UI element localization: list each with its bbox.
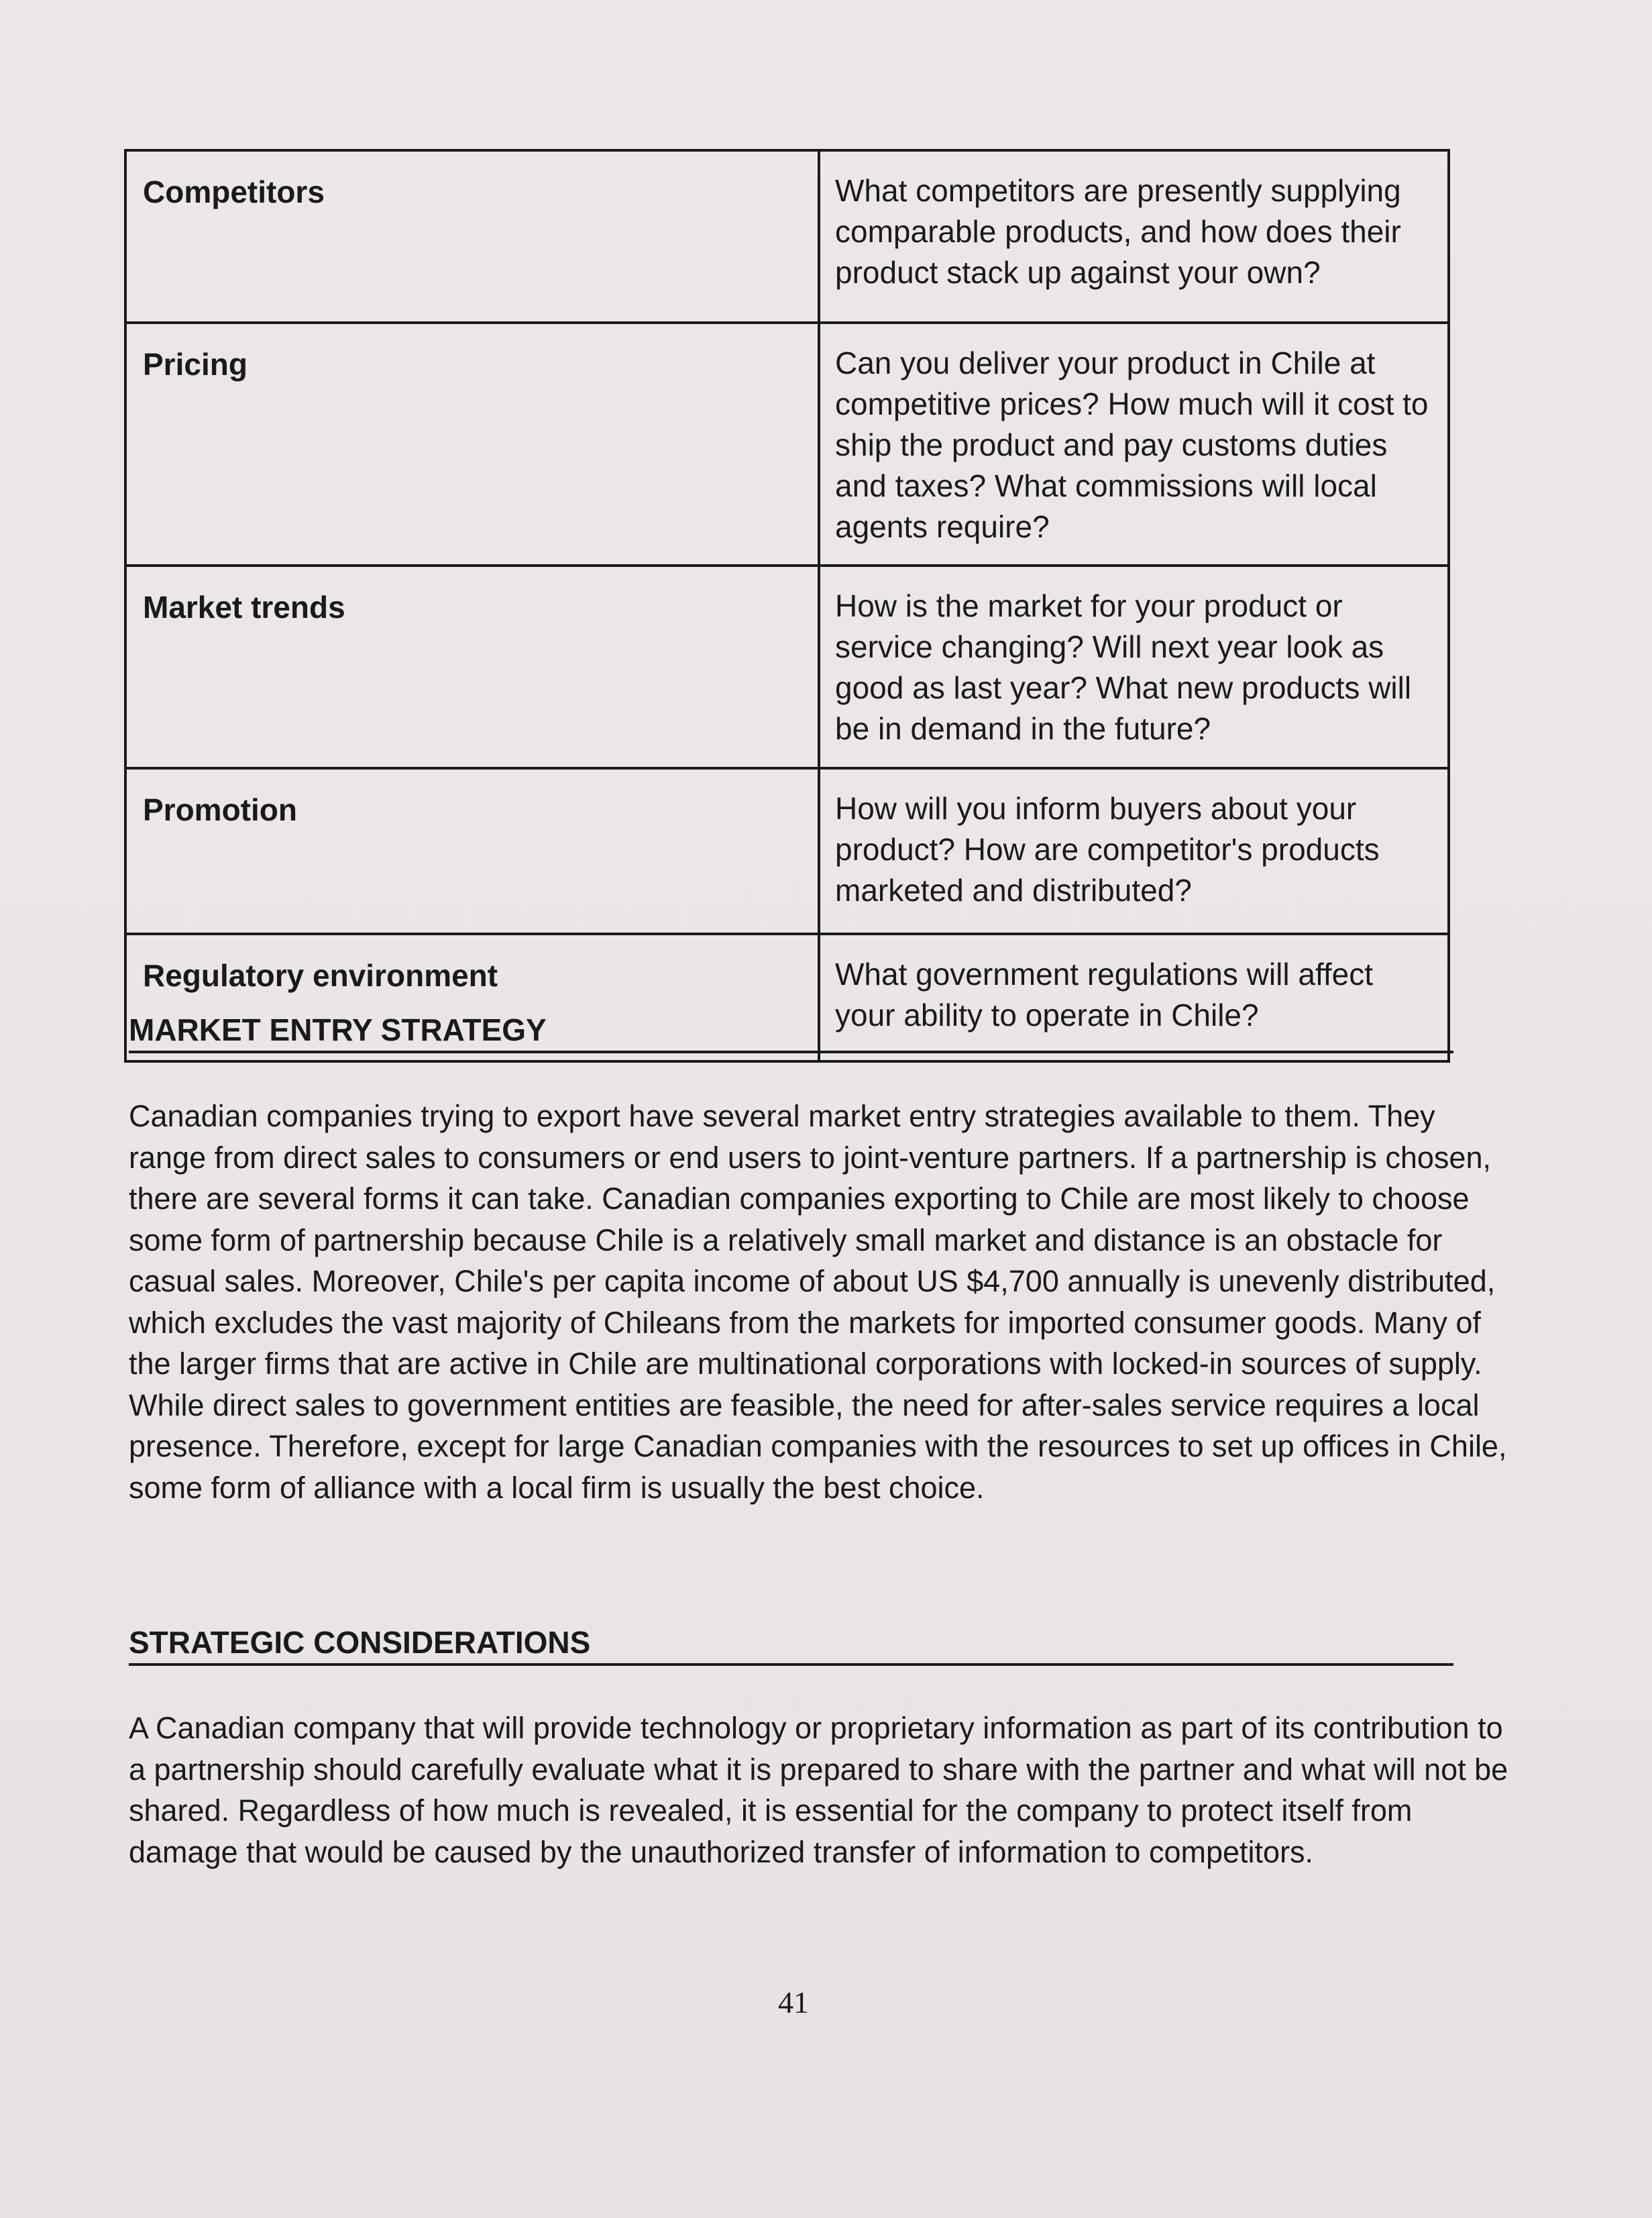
- strategic-considerations-heading: STRATEGIC CONSIDERATIONS: [129, 1624, 1453, 1666]
- row-label: Regulatory environment: [125, 934, 819, 1061]
- row-label: Market trends: [125, 566, 819, 768]
- table-row: [125, 768, 1449, 934]
- row-description: What government regulations will affect your ability to operate in Chile?: [819, 934, 1449, 1061]
- market-criteria-table: [124, 149, 1450, 1063]
- row-label: Pricing: [125, 323, 819, 566]
- table-row: [125, 323, 1449, 566]
- row-description: Can you deliver your product in Chile at competitive prices? How much will it cost to ship the product and pay customs duties and taxes? What commissions will local agents require?: [819, 323, 1449, 566]
- page-number: 41: [778, 1985, 809, 2019]
- strategic-considerations-paragraph: A Canadian company that will provide technology or proprietary information as part of its contribution to a partnership should carefully evaluate what it is prepared to share with the partner and what will not be shared. Regardless of how much is revealed, it is essential for the company to protect itself from damage that would be caused by the unauthorized transfer of information to competitors.: [129, 1711, 1508, 1869]
- market-entry-heading: MARKET ENTRY STRATEGY: [129, 1012, 1453, 1053]
- table-row: [125, 150, 1449, 323]
- table-row: [125, 566, 1449, 768]
- row-description: What competitors are presently supplying comparable products, and how does their product stack up against your own?: [819, 150, 1449, 323]
- row-description: How will you inform buyers about your product? How are competitor's products marketed and distributed?: [819, 768, 1449, 934]
- row-description: How is the market for your product or service changing? Will next year look as good as last year? What new products will be in demand in the future?: [819, 566, 1449, 768]
- market-entry-paragraph: Canadian companies trying to export have several market entry strategies available to them. They range from direct sales to consumers or end users to joint-venture partners. If a partnership is chosen, there are several forms it can take. Canadian companies exporting to Chile are most likely to choose some form of partnership because Chile is a relatively small market and distance is an obstacle for casual sales. Moreover, Chile's per capita income of about US $4,700 annually is unevenly distributed, which excludes the vast majority of Chileans from the markets for imported consumer goods. Many of the larger firms that are active in Chile are multinational corporations with locked-in sources of supply. While direct sales to government entities are feasible, the need for after-sales service requires a local presence. Therefore, except for large Canadian companies with the resources to set up offices in Chile, some form of alliance with a local firm is usually the best choice.: [129, 1099, 1507, 1505]
- row-label: Promotion: [125, 768, 819, 934]
- row-label: Competitors: [125, 150, 819, 323]
